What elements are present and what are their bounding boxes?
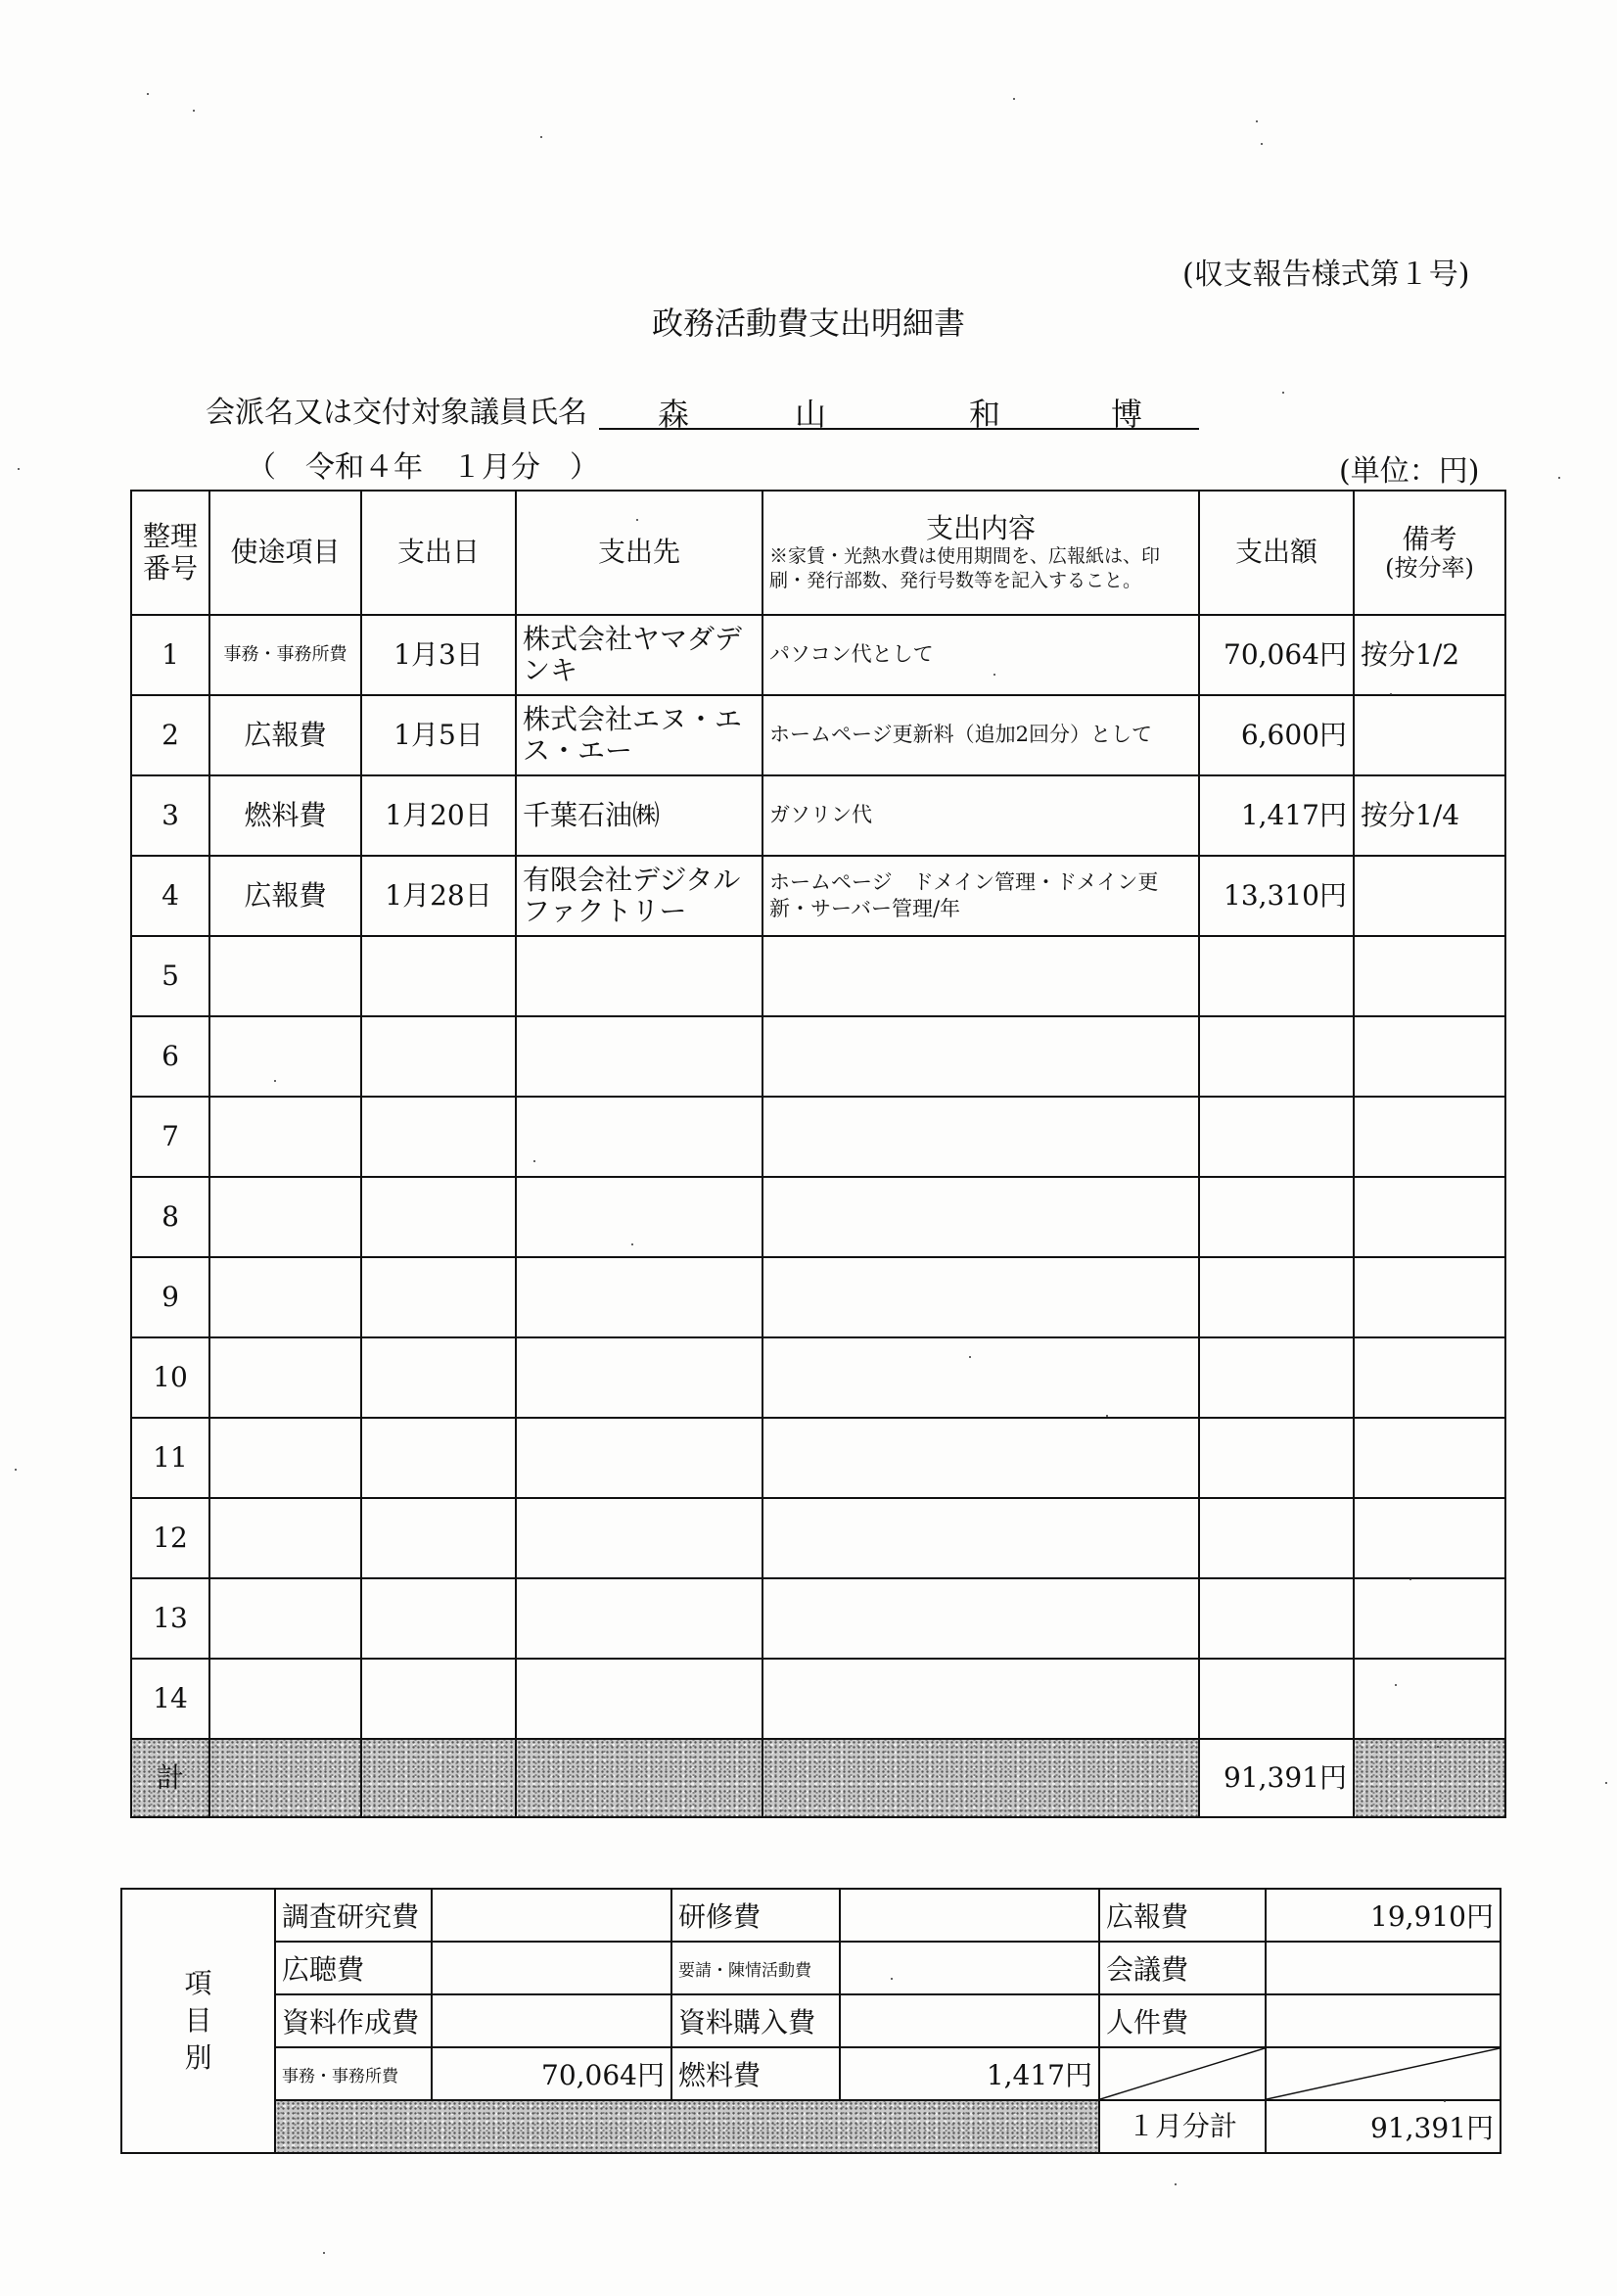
scan-speck <box>15 1469 17 1471</box>
row-payee <box>516 1418 762 1498</box>
row-description: パソコン代として <box>762 615 1199 695</box>
shaded-cell <box>762 1739 1199 1817</box>
row-number: 14 <box>131 1659 209 1739</box>
row-payee: 株式会社エヌ・エス・エー <box>516 695 762 775</box>
month-total-label: １月分計 <box>1099 2100 1266 2153</box>
table-row <box>131 1578 1505 1659</box>
row-description <box>762 1016 1199 1097</box>
category-research-label: 調査研究費 <box>275 1889 432 1942</box>
scan-speck <box>631 1243 633 1245</box>
category-row <box>121 1889 1501 1942</box>
scan-speck <box>1395 1684 1397 1686</box>
category-personnel-amount <box>1266 1994 1501 2047</box>
row-number: 10 <box>131 1337 209 1418</box>
row-number: 4 <box>131 856 209 936</box>
header-num: 整理 番号 <box>131 491 209 615</box>
row-note: 按分1/2 <box>1354 615 1505 695</box>
row-amount <box>1199 1418 1354 1498</box>
scan-speck <box>1444 2100 1446 2102</box>
category-petition-label: 要請・陳情活動費 <box>671 1942 840 1994</box>
row-note <box>1354 936 1505 1016</box>
row-purpose: 広報費 <box>209 856 361 936</box>
shaded-cell <box>275 2100 1099 2153</box>
category-row <box>121 1994 1501 2047</box>
row-date <box>361 1016 516 1097</box>
row-date <box>361 1177 516 1257</box>
scan-speck <box>18 468 20 470</box>
category-meeting-amount <box>1266 1942 1501 1994</box>
table-row <box>131 1097 1505 1177</box>
row-note <box>1354 1418 1505 1498</box>
member-name-char: 山 <box>795 396 827 433</box>
row-amount <box>1199 1016 1354 1097</box>
scan-speck <box>1282 392 1284 394</box>
row-date <box>361 1659 516 1739</box>
header-description-note: ※家賃・光熱水費は使用期間を、広報紙は、印刷・発行部数、発行号数等を記入すること。 <box>769 544 1161 591</box>
row-payee: 株式会社ヤマダデンキ <box>516 615 762 695</box>
row-description <box>762 1257 1199 1337</box>
member-name-underline <box>599 428 1199 430</box>
row-description <box>762 1659 1199 1739</box>
row-amount: 1,417円 <box>1199 775 1354 856</box>
table-row <box>131 856 1505 936</box>
row-date <box>361 1257 516 1337</box>
diagonal-blank-cell <box>1266 2047 1501 2100</box>
table-row <box>131 775 1505 856</box>
scan-speck <box>1390 693 1392 695</box>
category-office-amount: 70,064円 <box>432 2047 671 2100</box>
row-description <box>762 1177 1199 1257</box>
shaded-cell <box>1354 1739 1505 1817</box>
table-row <box>131 615 1505 695</box>
row-description: ホームページ更新料（追加2回分）として <box>762 695 1199 775</box>
document-title: 政務活動費支出明細書 <box>651 305 965 342</box>
row-date <box>361 1337 516 1418</box>
row-payee <box>516 1498 762 1578</box>
table-row <box>131 695 1505 775</box>
shaded-cell <box>361 1739 516 1817</box>
category-side-label: 項 目 別 <box>121 1889 275 2153</box>
row-payee <box>516 1659 762 1739</box>
table-row <box>131 1418 1505 1498</box>
category-personnel-label: 人件費 <box>1099 1994 1266 2047</box>
row-number: 7 <box>131 1097 209 1177</box>
row-number: 6 <box>131 1016 209 1097</box>
row-purpose <box>209 1016 361 1097</box>
row-number: 13 <box>131 1578 209 1659</box>
row-note <box>1354 1498 1505 1578</box>
table-row <box>131 1498 1505 1578</box>
row-note <box>1354 1659 1505 1739</box>
row-amount <box>1199 1177 1354 1257</box>
scan-speck <box>1106 1415 1108 1417</box>
scan-speck <box>1605 1782 1607 1784</box>
row-amount <box>1199 1257 1354 1337</box>
header-amount: 支出額 <box>1199 491 1354 615</box>
category-materials-purchase-amount <box>840 1994 1099 2047</box>
row-description <box>762 1418 1199 1498</box>
row-payee <box>516 1016 762 1097</box>
row-payee <box>516 936 762 1016</box>
row-number: 1 <box>131 615 209 695</box>
category-office-label: 事務・事務所費 <box>275 2047 432 2100</box>
row-payee: 有限会社デジタルファクトリー <box>516 856 762 936</box>
member-name-char: 森 <box>658 396 690 433</box>
scan-speck <box>1013 98 1015 100</box>
shaded-cell <box>516 1739 762 1817</box>
header-payee: 支出先 <box>516 491 762 615</box>
row-note <box>1354 1177 1505 1257</box>
category-hearing-label: 広聴費 <box>275 1942 432 1994</box>
category-summary-table <box>120 1888 1502 2154</box>
total-row <box>131 1739 1505 1817</box>
row-amount <box>1199 1337 1354 1418</box>
row-number: 12 <box>131 1498 209 1578</box>
row-note <box>1354 1016 1505 1097</box>
table-row <box>131 1257 1505 1337</box>
table-row <box>131 1177 1505 1257</box>
row-note <box>1354 1257 1505 1337</box>
row-payee <box>516 1337 762 1418</box>
category-publicity-label: 広報費 <box>1099 1889 1266 1942</box>
scan-speck <box>969 1356 971 1358</box>
scan-speck <box>1409 1578 1411 1580</box>
scan-speck <box>891 1978 893 1980</box>
row-payee <box>516 1177 762 1257</box>
header-note-title: 備考 <box>1402 522 1457 555</box>
category-materials-making-amount <box>432 1994 671 2047</box>
category-row <box>121 1942 1501 1994</box>
category-row <box>121 2047 1501 2100</box>
row-date <box>361 1097 516 1177</box>
row-purpose <box>209 1418 361 1498</box>
row-date <box>361 1498 516 1578</box>
row-note <box>1354 856 1505 936</box>
row-note <box>1354 1337 1505 1418</box>
row-amount: 70,064円 <box>1199 615 1354 695</box>
header-description-title: 支出内容 <box>925 511 1036 544</box>
scan-speck <box>1437 1746 1439 1748</box>
row-amount <box>1199 1498 1354 1578</box>
row-description <box>762 1578 1199 1659</box>
header-date: 支出日 <box>361 491 516 615</box>
header-description <box>762 491 1199 615</box>
row-date: 1月28日 <box>361 856 516 936</box>
row-date: 1月5日 <box>361 695 516 775</box>
scan-speck <box>147 93 149 95</box>
row-date <box>361 936 516 1016</box>
row-number: 9 <box>131 1257 209 1337</box>
row-purpose <box>209 1257 361 1337</box>
month-total-amount: 91,391円 <box>1266 2100 1501 2153</box>
row-amount <box>1199 936 1354 1016</box>
table-header-row <box>131 491 1505 615</box>
category-training-label: 研修費 <box>671 1889 840 1942</box>
row-amount <box>1199 1659 1354 1739</box>
table-row <box>131 936 1505 1016</box>
report-period: （ 令和４年 １月分 ） <box>247 450 599 485</box>
row-description: ホームページ ドメイン管理・ドメイン更新・サーバー管理/年 <box>762 856 1199 936</box>
shaded-cell <box>209 1739 361 1817</box>
scan-speck <box>1261 143 1263 145</box>
row-purpose: 燃料費 <box>209 775 361 856</box>
row-purpose <box>209 1177 361 1257</box>
category-training-amount <box>840 1889 1099 1942</box>
row-description <box>762 936 1199 1016</box>
scan-speck <box>540 136 542 138</box>
category-materials-purchase-label: 資料購入費 <box>671 1994 840 2047</box>
member-name-label: 会派名又は交付対象議員氏名 <box>206 396 587 430</box>
scan-speck <box>323 2252 325 2254</box>
row-note: 按分1/4 <box>1354 775 1505 856</box>
scan-speck <box>1558 477 1560 479</box>
row-payee <box>516 1097 762 1177</box>
row-purpose <box>209 1337 361 1418</box>
row-number: 2 <box>131 695 209 775</box>
header-purpose: 使途項目 <box>209 491 361 615</box>
row-purpose: 広報費 <box>209 695 361 775</box>
member-name-char: 和 <box>969 396 1001 433</box>
category-row <box>121 2100 1501 2153</box>
row-amount <box>1199 1097 1354 1177</box>
total-amount: 91,391円 <box>1199 1739 1354 1817</box>
row-payee: 千葉石油㈱ <box>516 775 762 856</box>
category-materials-making-label: 資料作成費 <box>275 1994 432 2047</box>
row-date: 1月3日 <box>361 615 516 695</box>
table-row <box>131 1016 1505 1097</box>
row-note <box>1354 1097 1505 1177</box>
row-description: ガソリン代 <box>762 775 1199 856</box>
diagonal-line <box>1267 2048 1500 2099</box>
unit-label: (単位：円) <box>1339 454 1480 489</box>
scan-speck <box>274 1080 276 1082</box>
scan-speck <box>1256 120 1258 122</box>
row-amount: 13,310円 <box>1199 856 1354 936</box>
diagonal-line <box>1100 2048 1265 2099</box>
category-hearing-amount <box>432 1942 671 1994</box>
category-research-amount <box>432 1889 671 1942</box>
row-purpose <box>209 1498 361 1578</box>
header-note-sub: (按分率) <box>1385 553 1474 582</box>
scan-speck <box>636 519 638 521</box>
category-fuel-amount: 1,417円 <box>840 2047 1099 2100</box>
category-publicity-amount: 19,910円 <box>1266 1889 1501 1942</box>
scan-speck <box>1175 2183 1177 2185</box>
scan-speck <box>193 110 195 112</box>
row-description <box>762 1097 1199 1177</box>
row-date <box>361 1418 516 1498</box>
diagonal-blank-cell <box>1099 2047 1266 2100</box>
row-purpose <box>209 1578 361 1659</box>
row-payee <box>516 1257 762 1337</box>
category-petition-amount <box>840 1942 1099 1994</box>
header-note <box>1354 491 1505 615</box>
row-purpose <box>209 936 361 1016</box>
row-purpose <box>209 1659 361 1739</box>
row-description <box>762 1337 1199 1418</box>
row-amount <box>1199 1578 1354 1659</box>
row-description <box>762 1498 1199 1578</box>
form-number: (収支報告様式第１号) <box>1182 258 1470 292</box>
scan-speck <box>533 1160 535 1162</box>
row-note <box>1354 1578 1505 1659</box>
total-label: 計 <box>131 1739 209 1817</box>
row-purpose: 事務・事務所費 <box>209 615 361 695</box>
category-meeting-label: 会議費 <box>1099 1942 1266 1994</box>
row-number: 3 <box>131 775 209 856</box>
expense-detail-table <box>130 490 1506 1818</box>
table-row <box>131 1659 1505 1739</box>
row-note <box>1354 695 1505 775</box>
scan-speck <box>993 674 995 676</box>
member-name-char: 博 <box>1111 396 1143 433</box>
row-number: 11 <box>131 1418 209 1498</box>
row-amount: 6,600円 <box>1199 695 1354 775</box>
row-date: 1月20日 <box>361 775 516 856</box>
table-row <box>131 1337 1505 1418</box>
row-payee <box>516 1578 762 1659</box>
row-purpose <box>209 1097 361 1177</box>
row-number: 8 <box>131 1177 209 1257</box>
row-number: 5 <box>131 936 209 1016</box>
category-fuel-label: 燃料費 <box>671 2047 840 2100</box>
row-date <box>361 1578 516 1659</box>
